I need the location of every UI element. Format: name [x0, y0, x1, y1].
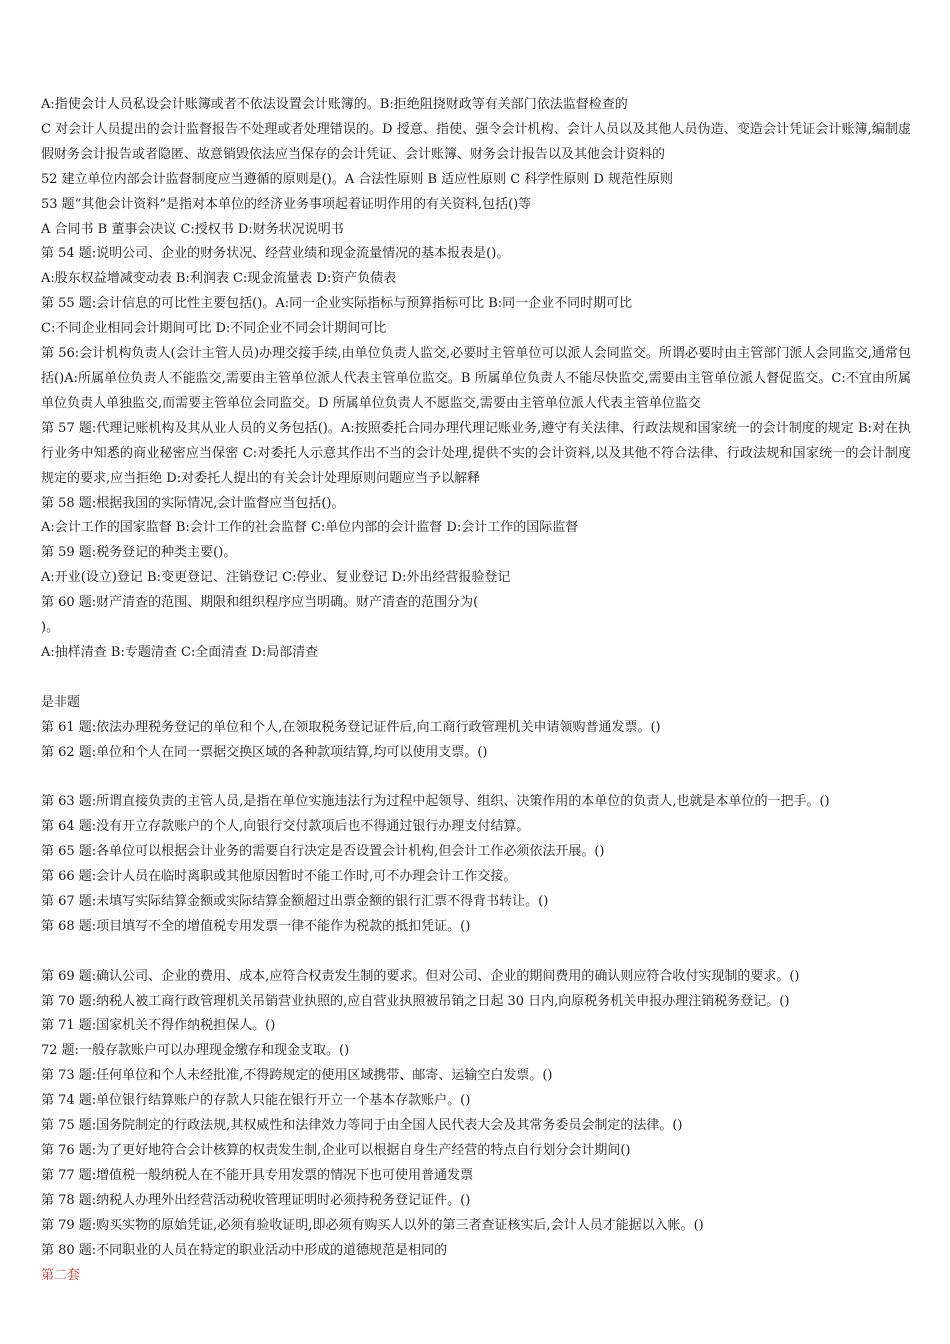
text-line: 第 64 题:没有开立存款账户的个人,向银行交付款项后也不得通过银行办理支付结算。: [41, 819, 530, 835]
blank-line: [41, 940, 911, 965]
text-line: A:股东权益增减变动表 B:利润表 C:现金流量表 D:资产负债表: [41, 271, 397, 287]
text-line: 第 75 题:国务院制定的行政法规,其权威性和法律效力等同于由全国人民代表大会及其常务委员会制定的法律。(): [41, 1118, 683, 1134]
text-line: 第 80 题:不同职业的人员在特定的职业活动中形成的道德规范是相同的: [41, 1242, 448, 1258]
text-line: 第 71 题:国家机关不得作纳税担保人。(): [41, 1018, 276, 1034]
text-line: 第 60 题:财产清查的范围、期限和组织程序应当明确。财产清查的范围分为(: [41, 595, 479, 611]
next-set-label: 第二套: [41, 1267, 81, 1283]
text-line: 53 题“其他会计资料”是指对本单位的经济业务事项起着证明作用的有关资料,包括()等: [41, 196, 532, 212]
text-line: 第 78 题:纳税人办理外出经营活动税收管理证明时必须持税务登记证件。(): [41, 1192, 471, 1208]
text-line: 第 55 题:会计信息的可比性主要包括()。A:同一企业实际指标与预算指标可比 B:同一企业不同时期可比: [41, 296, 633, 312]
text-line: 第 65 题:各单位可以根据会计业务的需要自行决定是否设置会计机构,但会计工作必须依法开展。(): [41, 844, 605, 860]
text-line: 第 74 题:单位银行结算账户的存款人只能在银行开立一个基本存款账户。(): [41, 1093, 471, 1109]
true-false-block-c: [41, 965, 911, 1264]
text-line: 第 58 题:根据我国的实际情况,会计监督应当包括()。: [41, 495, 345, 511]
text-line: 72 题:一般存款账户可以办理现金缴存和现金支取。(): [41, 1043, 350, 1059]
text-line: A:会计工作的国家监督 B:会计工作的社会监督 C:单位内部的会计监督 D:会计工作的国际监督: [41, 520, 579, 536]
text-line: 第 61 题:依法办理税务登记的单位和个人,在领取税务登记证件后,向工商行政管理机关申请领购普通发票。(): [41, 719, 661, 735]
multiple-choice-block: [41, 93, 911, 666]
text-line: 第 77 题:增值税一般纳税人在不能开具专用发票的情况下也可使用普通发票: [41, 1167, 474, 1183]
text-line: )。: [41, 620, 60, 636]
text-line: 第 54 题:说明公司、企业的财务状况、经营业绩和现金流量情况的基本报表是()。: [41, 246, 510, 262]
text-line: A:指使会计人员私设会计账簿或者不依法设置会计账簿的。B:拒绝阻挠财政等有关部门依法监督检查的: [41, 97, 628, 112]
text-line: 第 68 题:项目填写不全的增值税专用发票一律不能作为税款的抵扣凭证。(): [41, 918, 471, 934]
true-false-block-a: [41, 716, 911, 766]
text-line: 第 57 题:代理记账机构及其从业人员的义务包括()。A:按照委托合同办理代理记账业务,遵守有关法律、行政法规和国家统一的会计制度的规定 B:对在执行业务中知悉的商业秘密应当保密 C:对委托人示意其作出不当的会计处理,提供不实的会计资料,以及其他不符合法律、行政法规和国家统一的会计制度规定的要求,应当拒绝 D:对委托人提出的有关会计处理原则问题应当予以解释: [41, 420, 911, 486]
text-line: 52 建立单位内部会计监督制度应当遵循的原则是()。A 合法性原则 B 适应性原则 C 科学性原则 D 规范性原则: [41, 171, 674, 187]
text-line: 第 59 题:税务登记的种类主要()。: [41, 545, 237, 561]
text-line: A:开业(设立)登记 B:变更登记、注销登记 C:停业、复业登记 D:外出经营报验登记: [41, 570, 511, 586]
section-title: 是非题: [41, 694, 81, 710]
text-line: 第 62 题:单位和个人在同一票据交换区域的各种款项结算,均可以使用支票。(): [41, 744, 488, 760]
text-line: C:不同企业相同会计期间可比 D:不同企业不同会计期间可比: [41, 321, 387, 337]
text-line: A:抽样清查 B:专题清查 C:全面清查 D:局部清查: [41, 644, 319, 660]
blank-line: [41, 765, 911, 790]
text-line: 第 67 题:未填写实际结算金额或实际结算金额超过出票金额的银行汇票不得背书转让。(): [41, 893, 549, 909]
text-line: 第 66 题:会计人员在临时离职或其他原因暂时不能工作时,可不办理会计工作交接。: [41, 869, 517, 885]
text-line: 第 76 题:为了更好地符合会计核算的权责发生制,企业可以根据自身生产经营的特点自行划分会计期间(): [41, 1143, 631, 1159]
true-false-block-b: [41, 790, 911, 939]
text-line: 第 79 题:购买实物的原始凭证,必须有验收证明,即必须有购买人以外的第三者查证核实后,会计人员才能据以入帐。(): [41, 1217, 704, 1233]
document-page: [41, 93, 911, 1288]
text-line: 第 73 题:任何单位和个人未经批准,不得跨规定的使用区域携带、邮寄、运输空白发票。(): [41, 1068, 553, 1084]
text-line: 第 70 题:纳税人被工商行政管理机关吊销营业执照的,应自营业执照被吊销之日起 30 日内,向原税务机关申报办理注销税务登记。(): [41, 993, 790, 1009]
text-line: C 对会计人员提出的会计监督报告不处理或者处理错误的。D 授意、指使、强令会计机构、会计人员以及其他人员伪造、变造会计凭证会计账簿,编制虚假财务会计报告或者隐匿、故意销毁依法应当保存的会计凭证、会计账簿、财务会计报告以及其他会计资料的: [41, 121, 911, 162]
text-line: A 合同书 B 董事会决议 C:授权书 D:财务状况说明书: [41, 221, 344, 237]
text-line: 第 69 题:确认公司、企业的费用、成本,应符合权责发生制的要求。但对公司、企业的期间费用的确认则应符合收付实现制的要求。(): [41, 968, 800, 984]
text-line: 第 63 题:所谓直接负责的主管人员,是指在单位实施违法行为过程中起领导、组织、决策作用的本单位的负责人,也就是本单位的一把手。(): [41, 794, 830, 810]
text-line: 第 56:会计机构负责人(会计主管人员)办理交接手续,由单位负责人监交,必要时主管单位可以派人会同监交。所谓必要时由主管部门派人会同监交,通常包括()A:所属单位负责人不能监交,需要由主管单位派人代表主管单位监交。B 所属单位负责人不能尽快监交,需要由主管单位派人督促监交。C:不宜由所属单位负责人单独监交,而需要主管单位会同监交。D 所属单位负责人不愿监交,需要由主管单位派人代表主管单位监交: [41, 346, 911, 411]
blank-line: [41, 666, 911, 691]
